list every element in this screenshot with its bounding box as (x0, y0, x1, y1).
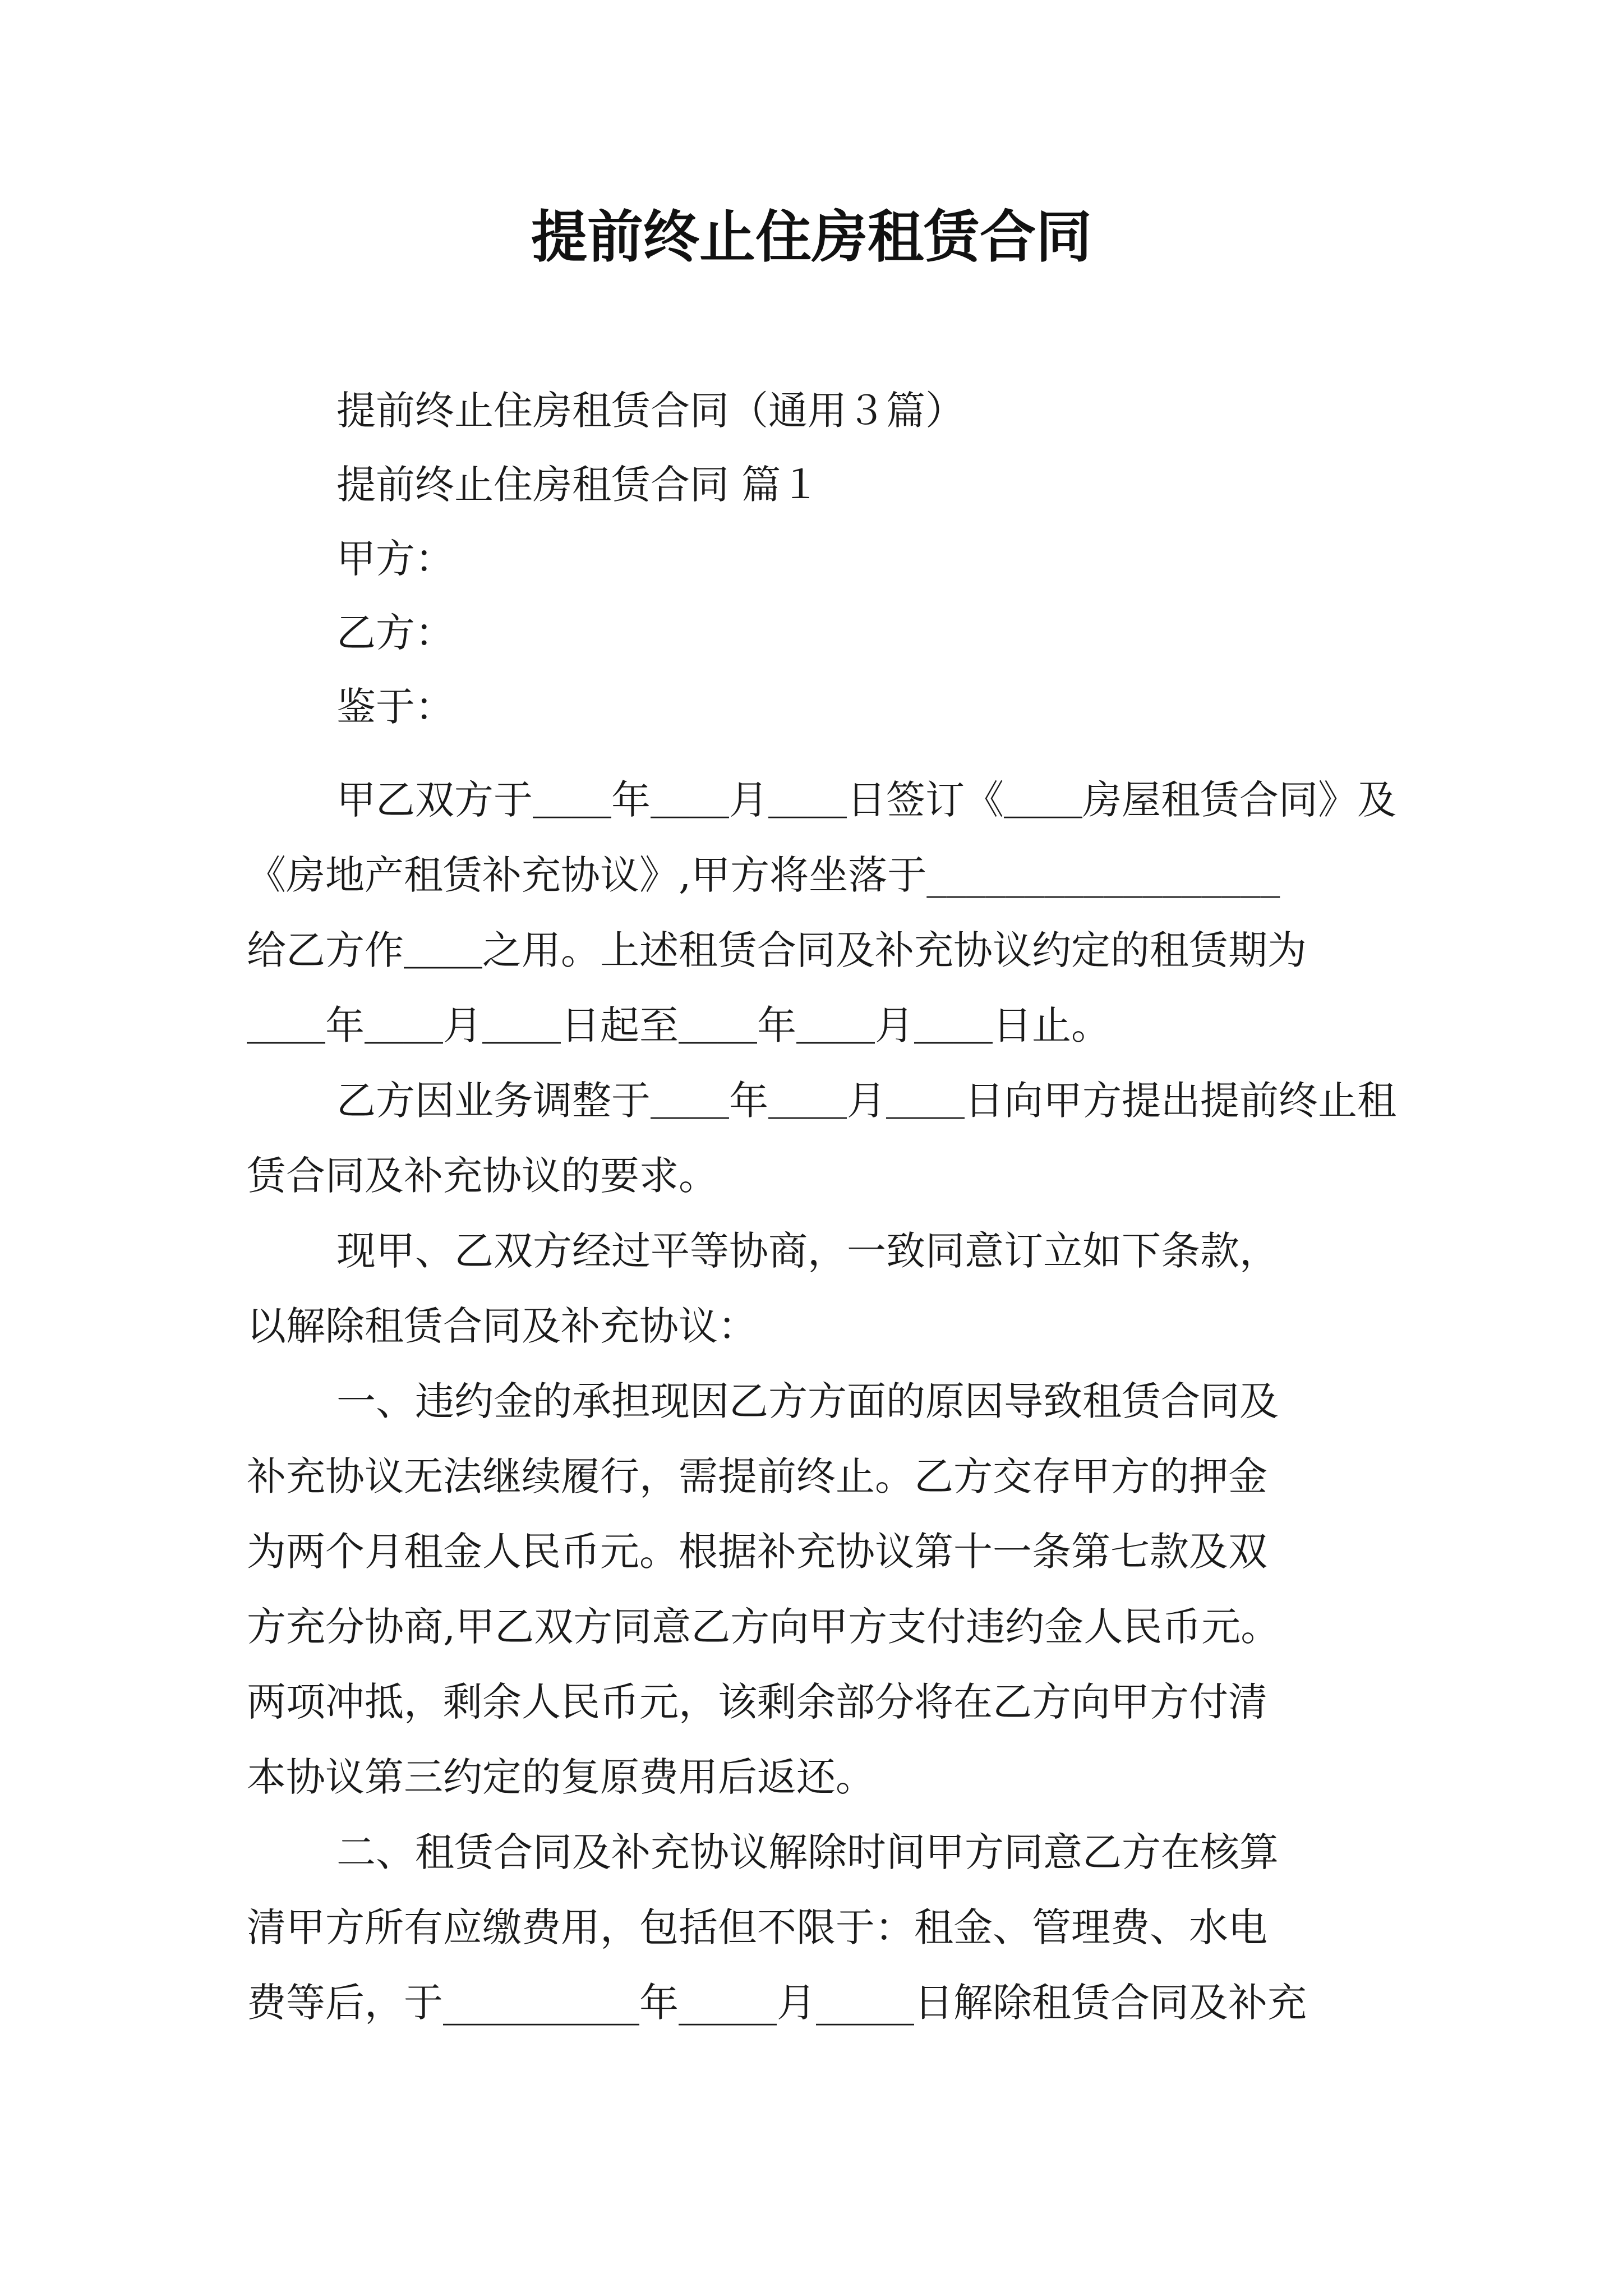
clause-1-line: 一、违约金的承担现因乙方方面的原因导致租赁合同及 (336, 1378, 1279, 1424)
clause-1-line: 补充协议无法继续履行，需提前终止。乙方交存甲方的押金 (247, 1453, 1267, 1499)
clause-1-line: 方充分协商,甲乙双方同意乙方向甲方支付违约金人民币元。 (247, 1604, 1280, 1650)
clause-2-line: 二、租赁合同及补充协议解除时间甲方同意乙方在核算 (336, 1829, 1279, 1875)
party-b-label: 乙方： (336, 610, 454, 656)
party-a-label: 甲方： (336, 536, 454, 582)
clause-1-line: 本协议第三约定的复原费用后返还。 (247, 1754, 875, 1800)
paragraph-line: 乙方因业务调整于＿＿年＿＿月＿＿日向甲方提出提前终止租 (336, 1078, 1396, 1124)
paragraph-line: 给乙方作＿＿之用。上述租赁合同及补充协议约定的租赁期为 (247, 927, 1307, 973)
subtitle-line: 提前终止住房租赁合同（通用３篇） (336, 388, 965, 434)
paragraph-line: 《房地产租赁补充协议》,甲方将坐落于__________________ (247, 852, 1280, 898)
paragraph-line: 甲乙双方于＿＿年＿＿月＿＿日签订《＿＿房屋租赁合同》及 (336, 777, 1396, 823)
document-title: 提前终止住房租赁合同 (531, 204, 1092, 270)
paragraph-line: 赁合同及补充协议的要求。 (247, 1153, 718, 1199)
clause-1-line: 两项冲抵，剩余人民币元，该剩余部分将在乙方向甲方付清 (247, 1679, 1267, 1725)
clause-2-line: 费等后，于__________年_____月_____日解除租赁合同及补充 (247, 1980, 1307, 2026)
paragraph-line: ＿＿年＿＿月＿＿日起至＿＿年＿＿月＿＿日止。 (247, 1002, 1110, 1048)
whereas-label: 鉴于： (336, 684, 454, 730)
paragraph-line: 以解除租赁合同及补充协议： (247, 1303, 757, 1349)
clause-2-line: 清甲方所有应缴费用，包括但不限于：租金、管理费、水电 (247, 1904, 1267, 1950)
clause-1-line: 为两个月租金人民币元。根据补充协议第十一条第七款及双 (247, 1529, 1267, 1575)
paragraph-line: 现甲、乙双方经过平等协商，一致同意订立如下条款， (336, 1228, 1279, 1274)
section-heading: 提前终止住房租赁合同 篇１ (336, 462, 820, 508)
